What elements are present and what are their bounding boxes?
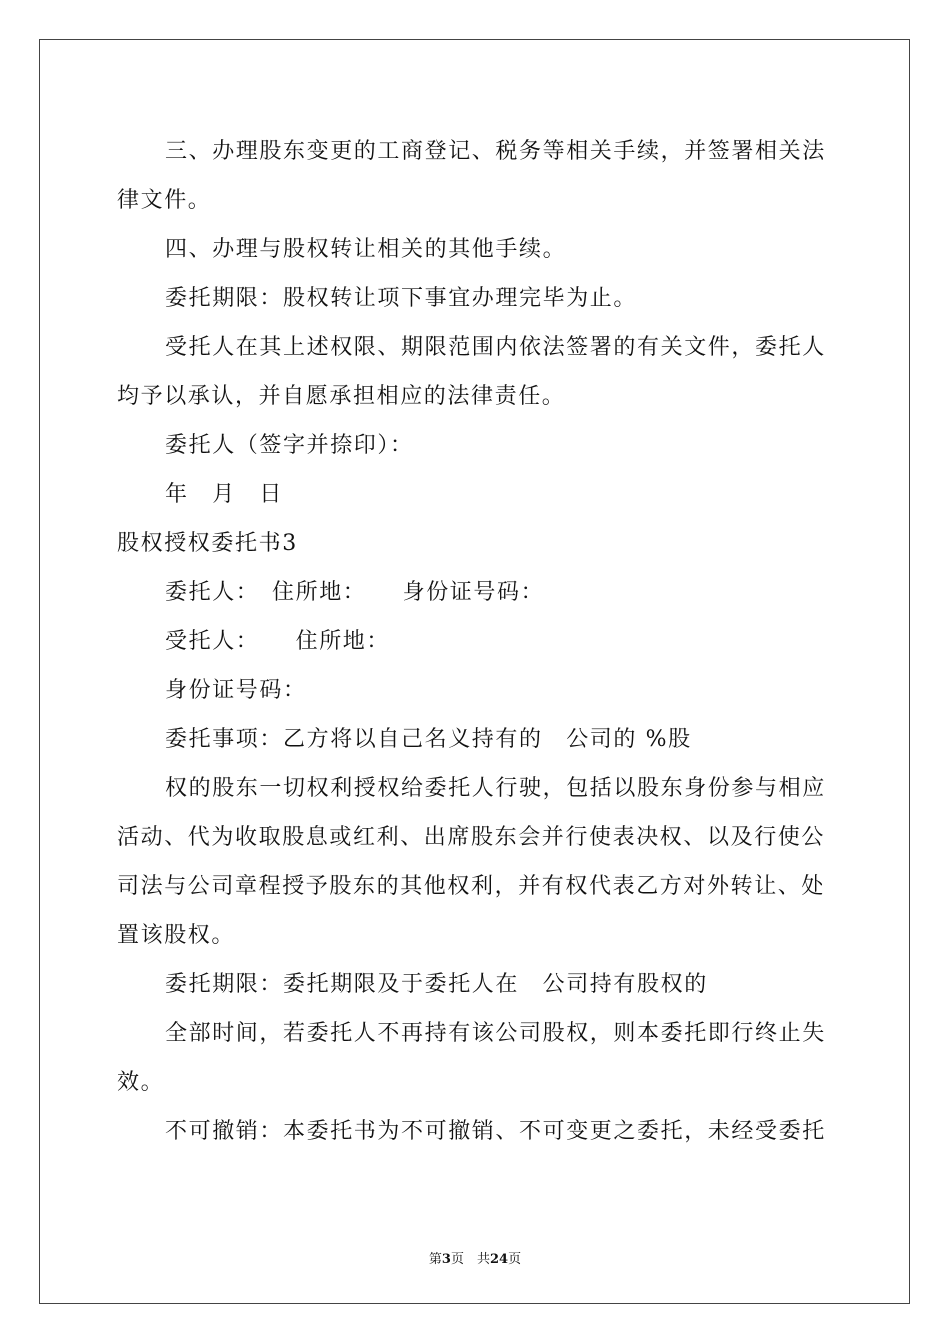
footer-prefix: 第 — [428, 1252, 442, 1267]
page-footer — [0, 1248, 950, 1267]
text-line: 委托人： 住所地： 身份证号码： — [165, 580, 545, 605]
text-line: 委托期限：委托期限及于委托人在 公司持有股权的 — [165, 972, 708, 997]
text-line: 活动、代为收取股息或红利、出席股东会并行使表决权、以及行使公 — [117, 825, 826, 850]
text-line: 身份证号码： — [165, 678, 307, 703]
text-line: 委托期限：股权转让项下事宜办理完毕为止。 — [165, 286, 638, 311]
text-line: 受托人在其上述权限、期限范围内依法签署的有关文件，委托人 — [165, 335, 826, 360]
text-line: 委托人（签字并捺印）： — [165, 433, 414, 458]
text-line: 三、办理股东变更的工商登记、税务等相关手续，并签署相关法 — [165, 139, 826, 164]
text-line: 律文件。 — [117, 188, 212, 213]
text-line: 四、办理与股权转让相关的其他手续。 — [165, 237, 567, 262]
date-line: 年 月 日 — [165, 482, 284, 507]
document-body — [117, 127, 837, 1156]
text-line: 权的股东一切权利授权给委托人行驶，包括以股东身份参与相应 — [165, 776, 826, 801]
text-line: 置该股权。 — [117, 923, 236, 948]
footer-total-suffix: 页 — [508, 1252, 522, 1267]
text-line: 不可撤销：本委托书为不可撤销、不可变更之委托，未经受委托 — [165, 1119, 826, 1144]
text-line: 效。 — [117, 1070, 165, 1095]
text-line: 委托事项：乙方将以自己名义持有的 公司的 %股 — [165, 727, 692, 752]
text-line: 全部时间，若委托人不再持有该公司股权，则本委托即行终止失 — [165, 1021, 826, 1046]
current-page-number: 3 — [441, 1252, 451, 1267]
total-pages-number: 24 — [489, 1252, 509, 1267]
text-line: 受托人： 住所地： — [165, 629, 391, 654]
section-title: 股权授权委托书3 — [117, 531, 298, 556]
text-line: 司法与公司章程授予股东的其他权利，并有权代表乙方对外转让、处 — [117, 874, 826, 899]
footer-page-suffix: 页 共 — [450, 1252, 490, 1267]
text-line: 均予以承认，并自愿承担相应的法律责任。 — [117, 384, 566, 409]
